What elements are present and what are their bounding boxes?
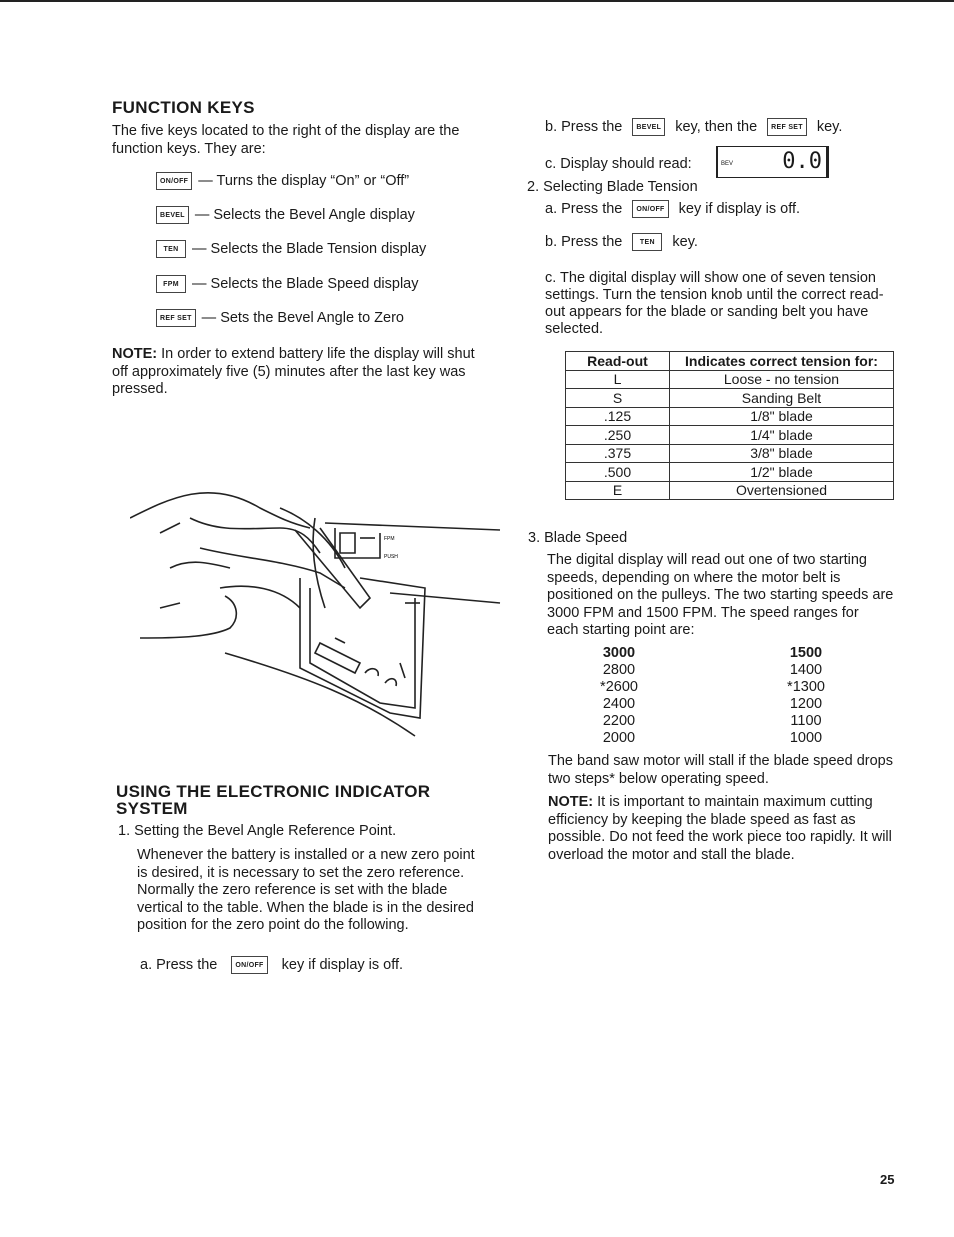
note-text: In order to extend battery life the display will shut off approximately five (5) minutes after the last key was pressed. <box>112 346 475 397</box>
step1-title: 1. Setting the Bevel Angle Reference Point. <box>118 823 397 839</box>
speed-header-3000: 3000 <box>602 645 636 661</box>
table-row <box>566 370 894 389</box>
panel-label-push: PUSH <box>384 554 398 560</box>
cell: 1/8" blade <box>670 407 894 426</box>
cell: .125 <box>566 407 670 426</box>
speed-cell: 1100 <box>790 713 822 729</box>
cell: E <box>566 481 670 500</box>
step2b-post: key. <box>672 234 698 250</box>
step-b-post: key. <box>816 119 843 135</box>
hand-pressing-key-illustration <box>130 478 505 743</box>
key-row-onoff <box>156 172 409 190</box>
panel-label-fpm: FPM <box>384 536 395 542</box>
speed-cell: 1000 <box>789 730 823 746</box>
top-rule <box>0 0 954 2</box>
col-header: Read-out <box>566 352 670 371</box>
step2b <box>545 233 698 251</box>
bevel-key: BEVEL <box>632 118 665 136</box>
col-header: Indicates correct tension for: <box>670 352 894 371</box>
battery-note <box>112 346 487 399</box>
speed-row <box>595 696 830 713</box>
key-row-ten <box>156 240 426 258</box>
refset-key: REF SET <box>767 118 807 136</box>
table-row <box>566 444 894 463</box>
bevel-key: BEVEL <box>156 206 189 224</box>
speed-ranges <box>595 645 830 747</box>
speed-cell: 2400 <box>602 696 636 712</box>
note-text: It is important to maintain maximum cutting efficiency by keeping the blade speed as fast as possible. Do not feed the work piece too rapidly. It will overload the motor and stall the blade. <box>548 794 892 863</box>
onoff-key: ON/OFF <box>156 172 192 190</box>
step-b-mid: key, then the <box>675 119 758 135</box>
tension-table <box>565 351 894 500</box>
step1a <box>140 956 403 974</box>
step-b <box>545 118 842 136</box>
step1-text: Whenever the battery is installed or a new zero point is desired, it is necessary to set the zero reference. Normally the zero reference is set with the blade vertical to the table. When the blade is in the desired position for the zero point do the following. <box>137 847 475 933</box>
cell: 1/2" blade <box>670 463 894 482</box>
step-c: c. Display should read: <box>545 156 692 172</box>
speed-cell: 2800 <box>602 662 636 678</box>
speed-cell: 2200 <box>602 713 636 729</box>
step-b-pre: b. Press the <box>545 119 623 135</box>
key-desc: — Sets the Bevel Angle to Zero <box>201 310 404 326</box>
speed-row <box>595 679 830 696</box>
step3-title: 3. Blade Speed <box>528 530 628 546</box>
step2a-post: key if display is off. <box>678 201 801 217</box>
ten-key: TEN <box>632 233 662 251</box>
ten-key: TEN <box>156 240 186 258</box>
cell: .250 <box>566 426 670 445</box>
speed-row <box>595 713 830 730</box>
step1a-post: key if display is off. <box>281 957 404 973</box>
cell: Loose - no tension <box>670 370 894 389</box>
step2c: c. The digital display will show one of seven tension settings. Turn the tension knob until the correct read-out appears for the blade or sanding belt you have selected. <box>545 270 884 337</box>
table-row <box>566 407 894 426</box>
table-header-row <box>566 352 894 371</box>
note-label: NOTE: <box>548 794 594 810</box>
refset-key: REF SET <box>156 309 196 327</box>
speed-cell: 1400 <box>789 662 823 678</box>
fpm-key: FPM <box>156 275 186 293</box>
cell: Sanding Belt <box>670 389 894 408</box>
speed-header-1500: 1500 <box>789 645 823 661</box>
cell: 3/8" blade <box>670 444 894 463</box>
step3-text: The digital display will read out one of two starting speeds, depending on where the motor belt is positioned on the pulleys. The two starting speeds are 3000 FPM and 1500 FPM. The speed ranges for each starting point are: <box>547 552 894 638</box>
cell: .500 <box>566 463 670 482</box>
using-heading: USING THE ELECTRONIC INDICATOR SYSTEM <box>116 782 431 818</box>
lcd-mode-label: BEV <box>721 161 734 167</box>
efficiency-note <box>548 794 896 864</box>
table-row <box>566 389 894 408</box>
cell: Overtensioned <box>670 481 894 500</box>
key-row-bevel <box>156 206 415 224</box>
function-keys-heading: FUNCTION KEYS <box>112 98 255 117</box>
speed-cell: *2600 <box>600 679 638 695</box>
cell: S <box>566 389 670 408</box>
key-desc: — Selects the Blade Speed display <box>192 276 419 292</box>
speed-cell: 1200 <box>789 696 823 712</box>
cell: L <box>566 370 670 389</box>
note-label: NOTE: <box>112 346 158 362</box>
lcd-display <box>716 146 829 178</box>
onoff-key: ON/OFF <box>632 200 668 218</box>
key-desc: — Turns the display “On” or “Off” <box>198 173 410 189</box>
function-keys-intro: The five keys located to the right of the display are the function keys. They are: <box>112 123 460 157</box>
page-number: 25 <box>880 1172 895 1187</box>
speed-cell: 2000 <box>602 730 636 746</box>
table-row <box>566 426 894 445</box>
onoff-key: ON/OFF <box>231 956 267 974</box>
stall-text: The band saw motor will stall if the blade speed drops two steps* below operating speed. <box>548 753 893 787</box>
speed-header-row <box>595 645 830 662</box>
cell: .375 <box>566 444 670 463</box>
key-desc: — Selects the Bevel Angle display <box>194 207 415 223</box>
step2b-pre: b. Press the <box>545 234 623 250</box>
speed-row <box>595 730 830 747</box>
cell: 1/4" blade <box>670 426 894 445</box>
step2a-pre: a. Press the <box>545 201 623 217</box>
step1a-pre: a. Press the <box>140 957 218 973</box>
speed-cell: *1300 <box>787 679 825 695</box>
key-row-refset <box>156 309 404 327</box>
key-row-fpm <box>156 275 419 293</box>
key-desc: — Selects the Blade Tension display <box>192 241 427 257</box>
lcd-value: 0.0 <box>782 149 822 174</box>
step2-title: 2. Selecting Blade Tension <box>527 179 698 195</box>
speed-row <box>595 662 830 679</box>
table-row <box>566 481 894 500</box>
step2a <box>545 200 800 218</box>
table-row <box>566 463 894 482</box>
